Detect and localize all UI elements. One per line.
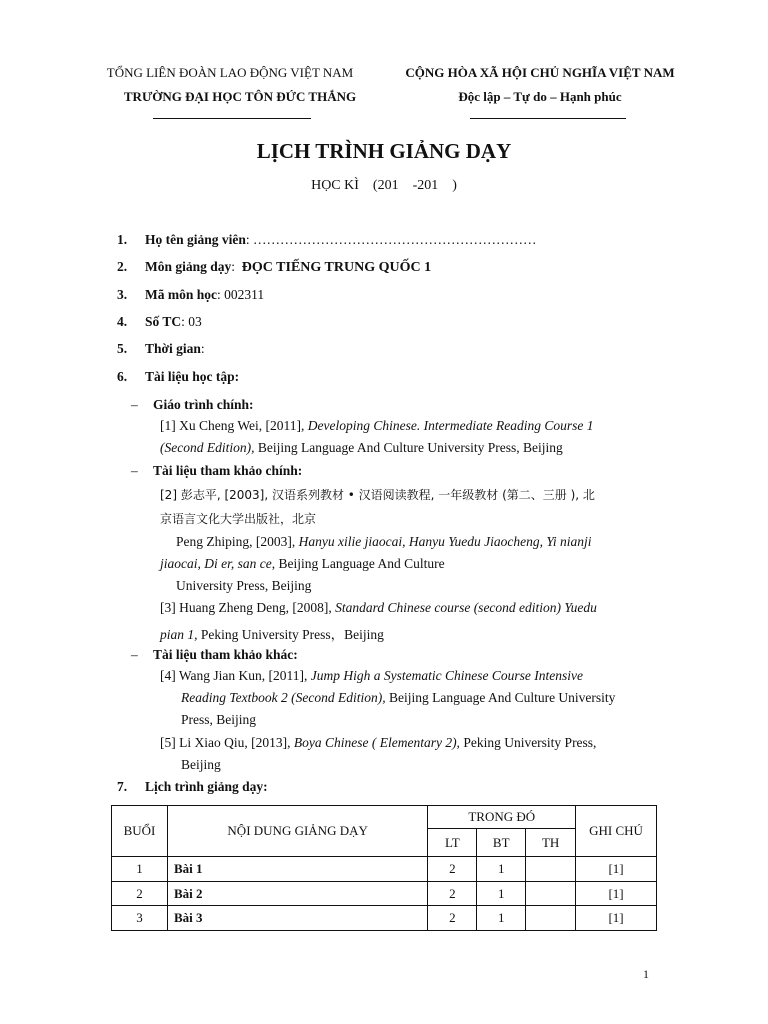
- semester-line: HỌC KÌ (201 -201 ): [311, 178, 457, 193]
- ref-title: Hanyu xilie jiaocai, Hanyu Yuedu Jiaocheng, Yi nianji: [298, 534, 592, 549]
- ref-title: Jump High a Systematic Chinese Course Intensive: [310, 668, 583, 683]
- ref5-line2: Beijing: [181, 757, 221, 772]
- ref-text: [3] Huang Zheng Deng, [2008],: [160, 600, 336, 615]
- cell-bt: 1: [477, 906, 526, 931]
- cell-note: [1]: [576, 882, 657, 906]
- other-references-heading: [131, 647, 298, 663]
- item-number: 6.: [117, 369, 128, 384]
- heading-text: Tài liệu tham khảo chính:: [153, 463, 303, 478]
- time-value: :: [200, 341, 205, 356]
- bullet-dash: –: [131, 397, 138, 412]
- header-note: GHI CHÚ: [576, 806, 657, 857]
- item-label: Thời gian: [145, 341, 201, 356]
- table-row: [112, 906, 657, 931]
- cell-session: 3: [112, 906, 168, 931]
- cell-content: Bài 2: [167, 882, 427, 906]
- cell-note: [1]: [576, 906, 657, 931]
- item-time: [117, 341, 205, 357]
- ref-title: Developing Chinese. Intermediate Reading Course 1: [307, 418, 594, 433]
- ref-title: Boya Chinese ( Elementary 2),: [293, 735, 460, 750]
- ref4-line3: Press, Beijing: [181, 712, 257, 727]
- bullet-dash: –: [131, 463, 138, 478]
- ref-text: Peking University Press,: [459, 735, 597, 750]
- ref3-line1: [160, 600, 597, 616]
- ref2-line1: [2] 彭志平, [2003], 汉语系列教材 • 汉语阅读教程, 一年级教材 (第二、三册 ), 北: [160, 488, 595, 502]
- cell-content: Bài 1: [167, 857, 427, 882]
- ref2-line3: [176, 534, 591, 550]
- credits-value: : 03: [181, 314, 202, 329]
- cell-lt: 2: [428, 906, 477, 931]
- header-th: TH: [526, 829, 576, 857]
- ref-text: [1] Xu Cheng Wei, [2011],: [160, 418, 308, 433]
- item-instructor: [117, 232, 537, 248]
- ref-text: , Beijing Language And Culture: [271, 556, 445, 571]
- republic-name: CỘNG HÒA XÃ HỘI CHỦ NGHĨA VIỆT NAM: [405, 65, 675, 80]
- item-schedule: [117, 779, 268, 795]
- ref2-line2: 京语言文化大学出版社，北京: [160, 512, 317, 526]
- ministry-name: TỔNG LIÊN ĐOÀN LAO ĐỘNG VIỆT NAM: [106, 65, 354, 80]
- table-row: [112, 882, 657, 906]
- cell-bt: 1: [477, 857, 526, 882]
- item-number: 5.: [117, 341, 128, 356]
- ref-title: pian 1,: [160, 627, 198, 642]
- item-course: [117, 259, 431, 276]
- ref1-line2: [160, 440, 563, 456]
- heading-text: Tài liệu tham khảo khác:: [153, 647, 298, 662]
- page-title: LỊCH TRÌNH GIẢNG DẠY: [256, 139, 512, 163]
- item-number: 4.: [117, 314, 128, 329]
- course-code-value: : 002311: [217, 287, 265, 302]
- header-breakdown: TRONG ĐÓ: [428, 806, 576, 829]
- cell-session: 1: [112, 857, 168, 882]
- item-number: 7.: [117, 779, 128, 794]
- item-number: 2.: [117, 259, 128, 274]
- page-number: 1: [643, 967, 649, 981]
- course-name: ĐỌC TIẾNG TRUNG QUỐC 1: [241, 260, 432, 275]
- item-label: Số TC: [145, 314, 182, 329]
- cell-th: [526, 906, 576, 931]
- item-credits: [117, 314, 202, 330]
- header-content: NỘI DUNG GIẢNG DẠY: [167, 806, 427, 857]
- cell-lt: 2: [428, 882, 477, 906]
- ref-text: Peng Zhiping, [2003],: [176, 534, 299, 549]
- header-bt: BT: [477, 829, 526, 857]
- national-motto: Độc lập – Tự do – Hạnh phúc: [458, 89, 622, 104]
- left-divider: [153, 118, 311, 119]
- ref-text: [5] Li Xiao Qiu, [2013],: [160, 735, 294, 750]
- item-course-code: [117, 287, 264, 303]
- item-label: Mã môn học: [145, 287, 217, 302]
- ref2-line4: [160, 556, 445, 572]
- right-divider: [470, 118, 626, 119]
- ref-text: Beijing Language And Culture University Press, Beijing: [254, 440, 563, 455]
- item-label: Môn giảng dạy: [145, 259, 232, 274]
- schedule-table: [111, 805, 657, 931]
- ref4-line2: [181, 690, 615, 706]
- ref-text: Peking University Press，Beijing: [197, 627, 384, 642]
- cell-session: 2: [112, 882, 168, 906]
- cell-th: [526, 882, 576, 906]
- ref5-line1: [160, 735, 596, 751]
- item-label: Tài liệu học tập:: [145, 369, 240, 384]
- ref-title: (Second Edition),: [160, 440, 255, 455]
- cell-th: [526, 857, 576, 882]
- item-number: 1.: [117, 232, 128, 247]
- cell-bt: 1: [477, 882, 526, 906]
- ref3-line2: [160, 623, 384, 643]
- cell-note: [1]: [576, 857, 657, 882]
- university-name: TRƯỜNG ĐẠI HỌC TÔN ĐỨC THẮNG: [123, 89, 357, 104]
- item-materials: [117, 369, 239, 385]
- ref-title: jiaocai, Di er, san ce: [160, 556, 272, 571]
- ref1-line1: [160, 418, 593, 434]
- ref-text: [4] Wang Jian Kun, [2011],: [160, 668, 311, 683]
- ref-title: Reading Textbook 2 (Second Edition),: [181, 690, 386, 705]
- table-row: [112, 857, 657, 882]
- item-separator: :: [231, 259, 236, 274]
- bullet-dash: –: [131, 647, 138, 662]
- cell-lt: 2: [428, 857, 477, 882]
- header-session: BUỔI: [112, 806, 168, 857]
- heading-text: Giáo trình chính:: [153, 397, 254, 412]
- item-label: Lịch trình giảng dạy:: [145, 779, 268, 794]
- ref2-line5: University Press, Beijing: [176, 578, 312, 593]
- cell-content: Bài 3: [167, 906, 427, 931]
- table-header-row: [112, 806, 657, 829]
- main-textbook-heading: [131, 397, 254, 413]
- header-lt: LT: [428, 829, 477, 857]
- instructor-value: : ………………………………………………………: [245, 232, 537, 247]
- item-number: 3.: [117, 287, 128, 302]
- ref4-line1: [160, 668, 583, 684]
- ref-text: Beijing Language And Culture University: [385, 690, 616, 705]
- main-references-heading: [131, 463, 302, 479]
- ref-title: Standard Chinese course (second edition) Yuedu: [335, 600, 597, 615]
- item-label: Họ tên giảng viên: [145, 232, 246, 247]
